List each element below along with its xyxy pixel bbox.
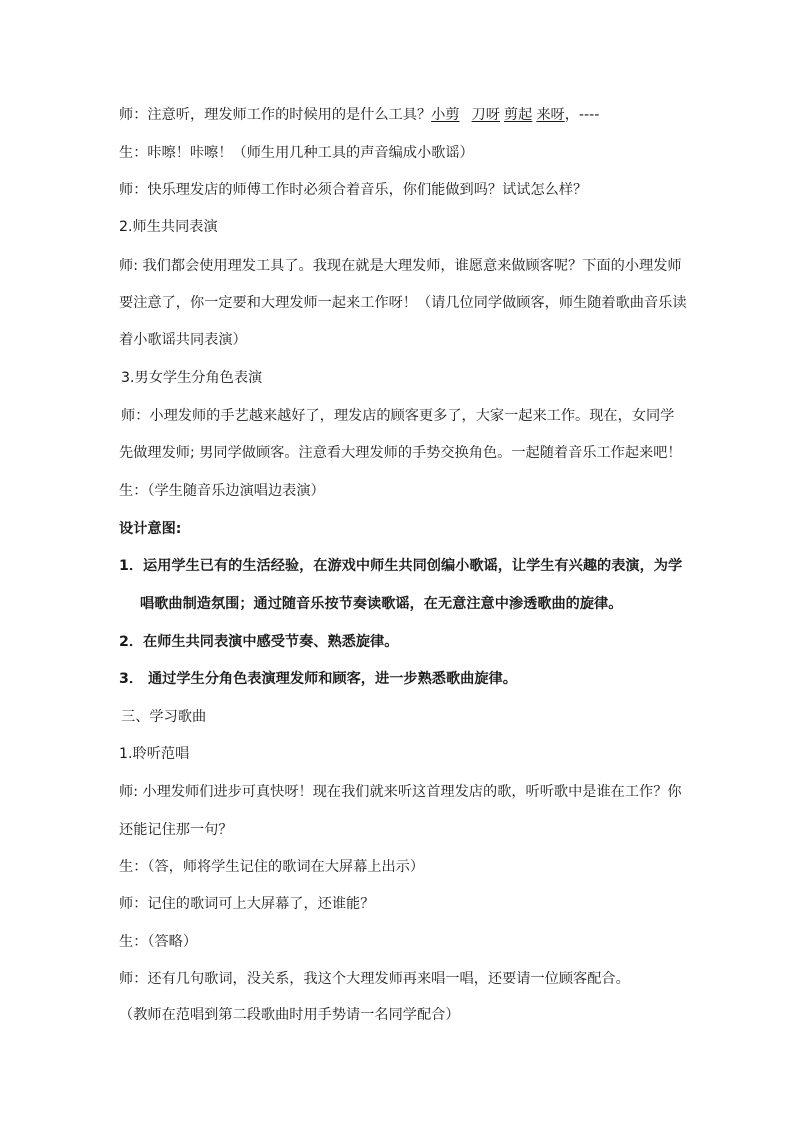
dialogue-continuation: 先做理发师; 男同学做顾客。注意看大理发师的手势交换角色。一起随着音乐工作起来吧！	[119, 445, 682, 461]
design-intent-heading: 设计意图:	[119, 521, 182, 537]
line-text: 师：注意听，理发师工作的时候用的是什么工具？	[119, 107, 432, 123]
dialogue-student: 生：（学生随音乐边演唱边表演）	[119, 483, 325, 499]
underlined-word: 小剪	[431, 107, 460, 123]
section-heading: 2.师生共同表演	[119, 219, 218, 235]
underlined-word: 来呀	[536, 107, 565, 123]
dialogue-student: 生：（答略）	[119, 934, 198, 950]
design-intent-item: 1．运用学生已有的生活经验，在游戏中师生共同创编小歌谣，让学生有兴趣的表演，为学	[119, 558, 683, 574]
underlined-word: 刀呀	[471, 107, 500, 123]
design-intent-item: 2．在师生共同表演中感受节奏、熟悉旋律。	[119, 634, 399, 650]
section-heading: 3.男女学生分角色表演	[121, 370, 263, 386]
dialogue-teacher: 师：快乐理发店的师傅工作时必须合着音乐，你们能做到吗？试试怎么样？	[119, 182, 588, 198]
dialogue-teacher: 师：还有几句歌词，没关系，我这个大理发师再来唱一唱，还要请一位顾客配合。	[119, 971, 630, 987]
section-heading: 三、学习歌曲	[121, 709, 207, 725]
dialogue-teacher: 师: 小理发师们进步可真快呀！现在我们就来听这首理发店的歌，听听歌中是谁在工作？你	[119, 784, 682, 800]
dialogue-student: 生：咔嚓！咔嚓！（师生用几种工具的声音编成小歌谣）	[119, 145, 474, 161]
underlined-word: 剪起	[503, 107, 533, 123]
dialogue-teacher-tools	[119, 105, 599, 125]
dialogue-continuation: 着小歌谣共同表演）	[119, 332, 247, 348]
dialogue-teacher: 师: 我们都会使用理发工具了。我现在就是大理发师，谁愿意来做顾客呢？下面的小理发师	[119, 258, 682, 274]
design-intent-item: 3． 通过学生分角色表演理发师和顾客，进一步熟悉歌曲旋律。	[119, 671, 517, 687]
dialogue-continuation: 还能记住那一句？	[119, 822, 233, 838]
dialogue-teacher: 师：小理发师的手艺越来越好了，理发店的顾客更多了，大家一起来工作。现在，女同学	[121, 408, 675, 424]
dialogue-teacher: 师：记住的歌词可上大屏幕了，还谁能？	[119, 896, 375, 912]
dialogue-continuation: 要注意了，你一定要和大理发师一起来工作呀！（请几位同学做顾客，师生随着歌曲音乐读	[119, 295, 687, 311]
dialogue-student: 生：（答，师将学生记住的歌词在大屏幕上出示）	[119, 859, 425, 875]
line-text: ，----	[564, 107, 600, 123]
section-heading: 1.聆听范唱	[119, 746, 190, 762]
stage-direction: （教师在范唱到第二段歌曲时用手势请一名同学配合）	[119, 1007, 460, 1023]
design-intent-item-continuation: 唱歌曲制造氛围；通过随音乐按节奏读歌谣，在无意注意中渗透歌曲的旋律。	[140, 596, 623, 612]
